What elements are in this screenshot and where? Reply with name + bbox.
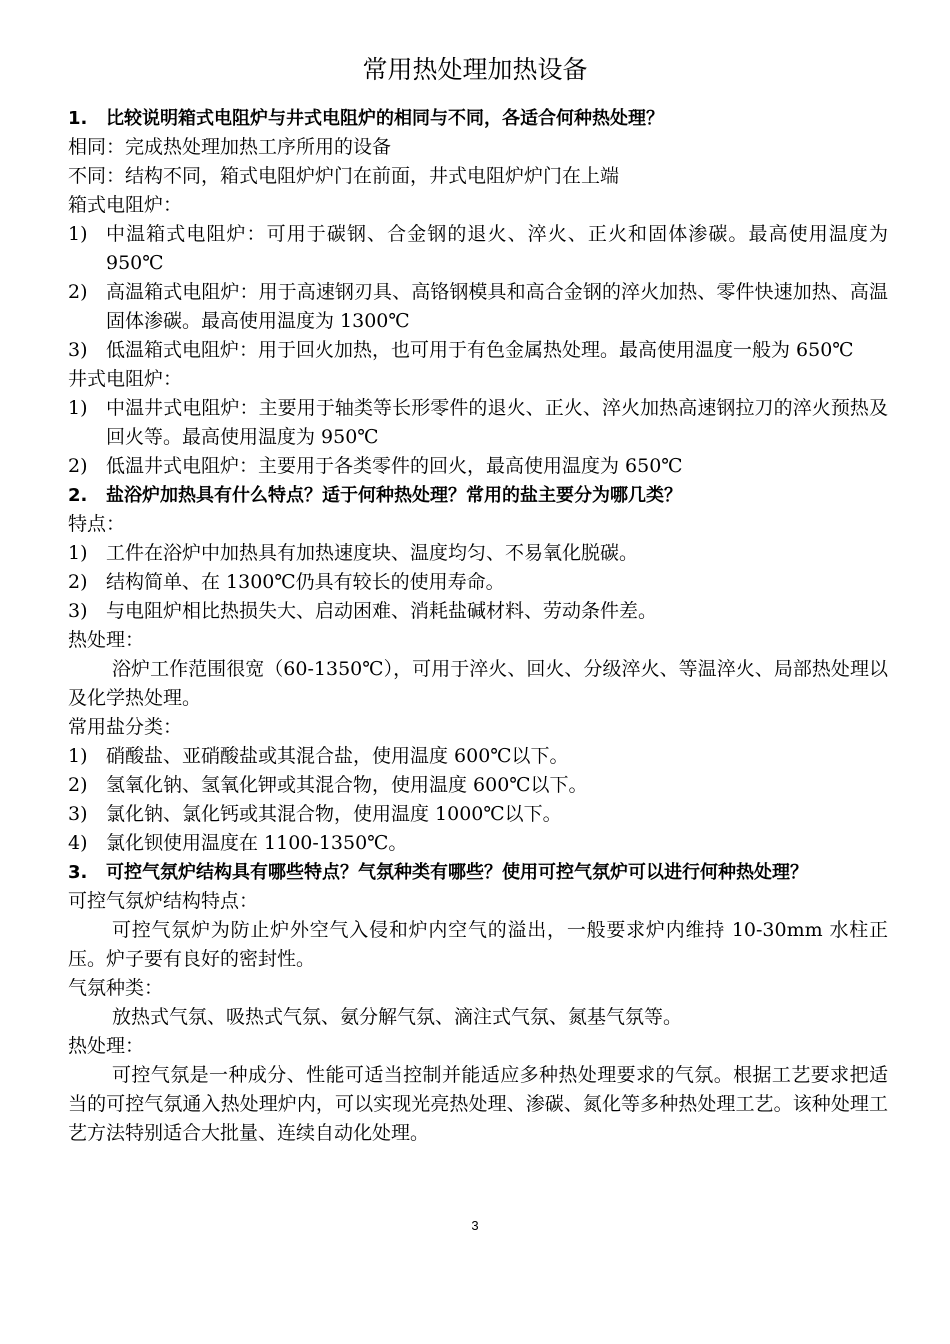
list-item: 2) 结构简单、在 1300℃仍具有较长的使用寿命。 bbox=[68, 571, 505, 593]
question-text: 比较说明箱式电阻炉与井式电阻炉的相同与不同，各适合何种热处理？ bbox=[106, 108, 664, 129]
question-number: 2. bbox=[68, 485, 88, 506]
question-3 bbox=[68, 858, 888, 887]
paragraph: 可控气氛是一种成分、性能可适当控制并能适应多种热处理要求的气氛。根据工艺要求把适当的可控气氛通入热处理炉内，可以实现光亮热处理、渗碳、氮化等多种热处理工艺。该种处理工艺方法特别适合大批量、连续自动化处理。 bbox=[68, 1064, 888, 1144]
question-1 bbox=[68, 104, 888, 133]
paragraph: 放热式气氛、吸热式气氛、氨分解气氛、滴注式气氛、氮基气氛等。 bbox=[112, 1006, 683, 1028]
section-heading: 特点： bbox=[68, 513, 126, 535]
paragraph: 浴炉工作范围很宽（60-1350℃），可用于淬火、回火、分级淬火、等温淬火、局部热处理以及化学热处理。 bbox=[68, 658, 888, 709]
list-item: 2) 低温井式电阻炉：主要用于各类零件的回火，最高使用温度为 650℃ bbox=[68, 455, 683, 477]
list-item: 4) 氯化钡使用温度在 1100-1350℃。 bbox=[68, 832, 408, 854]
same-line: 相同：完成热处理加热工序所用的设备 bbox=[68, 136, 392, 158]
question-2 bbox=[68, 481, 888, 510]
question-number: 1. bbox=[68, 108, 88, 129]
section-heading: 箱式电阻炉： bbox=[68, 194, 183, 216]
section-heading: 热处理： bbox=[68, 1035, 145, 1057]
list-item: 1) 硝酸盐、亚硝酸盐或其混合盐，使用温度 600℃以下。 bbox=[68, 745, 569, 767]
list-item: 1) 中温井式电阻炉：主要用于轴类等长形零件的退火、正火、淬火加热高速钢拉刀的淬火预热及回火等。最高使用温度为 950℃ bbox=[68, 397, 888, 448]
list-item: 3) 氯化钠、氯化钙或其混合物，使用温度 1000℃以下。 bbox=[68, 803, 562, 825]
list-item: 1) 工件在浴炉中加热具有加热速度块、温度均匀、不易氧化脱碳。 bbox=[68, 542, 639, 564]
list-item: 1) 中温箱式电阻炉：可用于碳钢、合金钢的退火、淬火、正火和固体渗碳。最高使用温度为 950℃ bbox=[68, 223, 888, 274]
list-item: 3) 与电阻炉相比热损失大、启动困难、消耗盐碱材料、劳动条件差。 bbox=[68, 600, 658, 622]
diff-line: 不同：结构不同，箱式电阻炉炉门在前面，井式电阻炉炉门在上端 bbox=[68, 165, 620, 187]
list-item: 2) 氢氧化钠、氢氧化钾或其混合物，使用温度 600℃以下。 bbox=[68, 774, 588, 796]
list-item: 2) 高温箱式电阻炉：用于高速钢刃具、高铬钢模具和高合金钢的淬火加热、零件快速加热、高温固体渗碳。最高使用温度为 1300℃ bbox=[68, 281, 888, 332]
page-title: 常用热处理加热设备 bbox=[362, 55, 588, 84]
section-heading: 常用盐分类： bbox=[68, 716, 183, 738]
section-heading: 气氛种类： bbox=[68, 977, 164, 999]
page-number: 3 bbox=[471, 1218, 479, 1233]
document-body bbox=[68, 104, 888, 1148]
paragraph: 可控气氛炉为防止炉外空气入侵和炉内空气的溢出，一般要求炉内维持 10-30mm 水柱正压。炉子要有良好的密封性。 bbox=[68, 919, 888, 970]
question-text: 盐浴炉加热具有什么特点？适于何种热处理？常用的盐主要分为哪几类？ bbox=[106, 485, 682, 506]
section-heading: 热处理： bbox=[68, 629, 145, 651]
list-item: 3) 低温箱式电阻炉：用于回火加热，也可用于有色金属热处理。最高使用温度一般为 650℃ bbox=[68, 339, 854, 361]
section-heading: 可控气氛炉结构特点： bbox=[68, 890, 259, 912]
section-heading: 井式电阻炉： bbox=[68, 368, 183, 390]
question-number: 3. bbox=[68, 862, 88, 883]
question-text: 可控气氛炉结构具有哪些特点？气氛种类有哪些？使用可控气氛炉可以进行何种热处理？ bbox=[106, 862, 808, 883]
